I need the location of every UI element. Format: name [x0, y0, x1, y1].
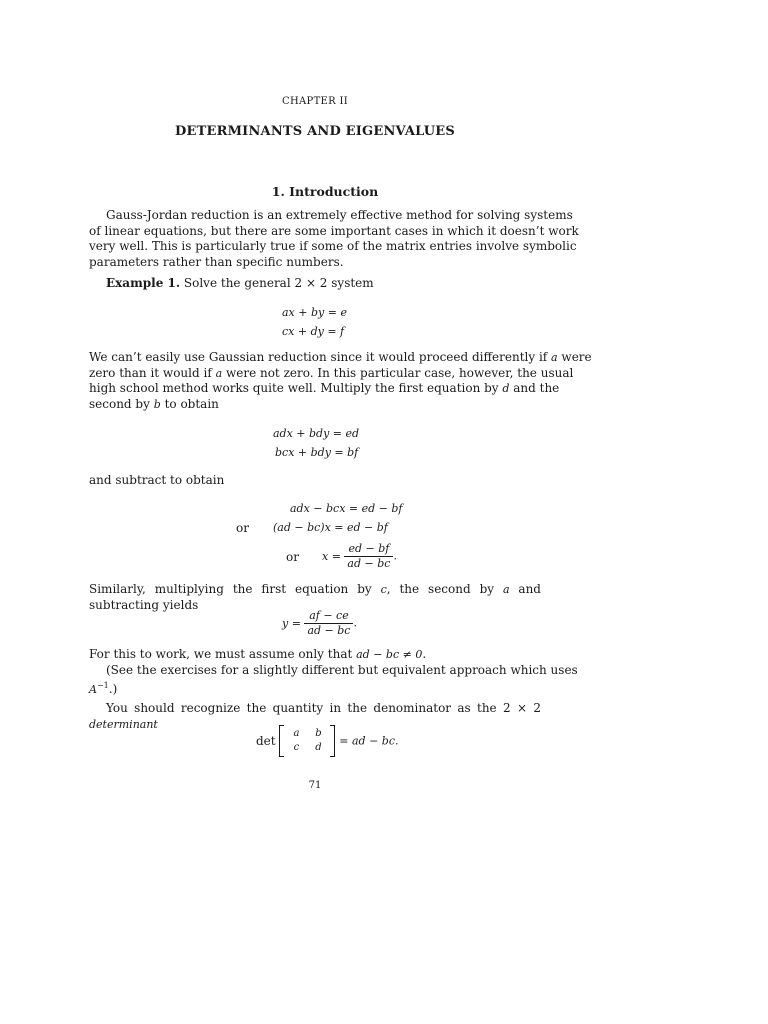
chapter-title: DETERMINANTS AND EIGENVALUES [175, 124, 455, 139]
intro-line: Gauss-Jordan reduction is an extremely effective method for solving systems [106, 208, 573, 222]
method-line: We can’t easily use Gaussian reduction since it would proceed differently if a were [89, 350, 592, 364]
intro-line: of linear equations, but there are some important cases in which it doesn’t work [89, 223, 579, 238]
method-line: high school method works quite well. Multiply the first equation by d and the [89, 381, 560, 395]
system-eq-1: ax + by = e [282, 306, 347, 319]
y-fraction: $\frac{af - ce}{ad - bc}$ [304, 609, 353, 638]
method-line: second by b to obtain [89, 396, 219, 411]
x-solution: x = $\frac{ed - bf}{ad - bc}$ . [322, 542, 397, 570]
matrix-2x2: a b c d [279, 727, 335, 755]
system2-eq-2: bcx + bdy = bf [275, 446, 359, 459]
system2-eq-1: adx + bdy = ed [273, 427, 360, 440]
example-label: Example 1. [106, 276, 181, 290]
intro-line: parameters rather than specific numbers. [89, 254, 344, 269]
derivation-line-1: adx − bcx = ed − bf [290, 502, 403, 515]
assume-paragraph: For this to work, we must assume only that ad − bc ≠ 0. (See the exercises for a slightly different but equivalent approach which uses $A^{-1}$.) [89, 647, 578, 696]
recognize-paragraph: You should recognize the quantity in the denominator as the 2 × 2 determinant [89, 701, 541, 731]
intro-paragraph [89, 208, 579, 270]
intro-line: very well. This is particularly true if some of the matrix entries involve symbolic [89, 239, 577, 253]
example-text: Solve the general 2 × 2 system [183, 276, 374, 290]
similarly-text: Similarly, multiplying the first equation by c, the second by a and subtracting yields [89, 582, 541, 612]
x-fraction: $\frac{ed - bf}{ad - bc}$ [344, 542, 393, 571]
method-line: zero than it would if a were not zero. In this particular case, however, the usual [89, 365, 574, 380]
y-solution: y = $\frac{af - ce}{ad - bc}$ . [282, 609, 357, 637]
page-number: 71 [308, 780, 322, 791]
system-eq-2: cx + dy = f [282, 325, 345, 338]
subtract-text: and subtract to obtain [89, 473, 225, 487]
example-paragraph [89, 276, 541, 292]
method-paragraph [89, 350, 592, 412]
or-label-2: or [286, 550, 299, 564]
or-label-1: or [236, 521, 249, 535]
section-heading: 1. Introduction [271, 184, 379, 199]
chapter-label: CHAPTER II [282, 96, 348, 107]
derivation-line-2: (ad − bc)x = ed − bf [273, 521, 388, 534]
determinant-equation: det a b c d = ad − bc. [256, 728, 399, 753]
